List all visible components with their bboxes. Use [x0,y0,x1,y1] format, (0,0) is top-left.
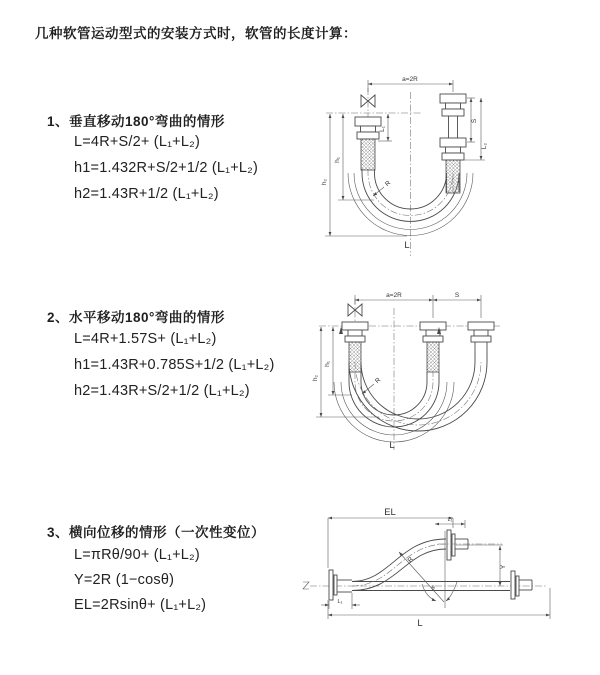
centerline-break-mark [303,582,309,589]
diagram-horizontal-180-bend [305,282,600,462]
formula-h1: h1=1.43R+0.785S+1/2 (L₁+L₂) [74,357,275,373]
braided-hose-section [349,342,361,372]
diagram-vertical-180-bend [310,70,600,265]
dim-label-el: EL [384,507,396,518]
section-3-heading: 3、横向位移的情形（一次性变位） [47,525,266,540]
dim-label-width: a=2R [402,76,418,83]
length-label: L [404,240,410,251]
page-title: 几种软管运动型式的安装方式时，软管的长度计算： [35,26,357,41]
dim-label-l1-top: L₁ [447,517,453,523]
formula-el: EL=2Rsinθ+ (L₁+L₂) [74,597,207,613]
dim-label-h1: h₁ [324,361,331,367]
section-2-heading: 2、水平移动180°弯曲的情形 [47,310,225,325]
dim-label-y: Y [500,564,507,570]
angle-label: θ [431,586,435,592]
section-1-heading: 1、垂直移动180°弯曲的情形 [47,114,225,129]
formula-h1: h1=1.432R+S/2+1/2 (L₁+L₂) [74,160,259,176]
length-label: L [389,440,395,451]
dim-label-h2: h₂ [312,374,319,382]
dim-label-width: a=2R [386,292,402,299]
braided-hose-section [427,342,439,372]
dim-label-h2: h₂ [321,178,328,186]
formula-length: L=4R+1.57S+ (L₁+L₂) [74,331,217,347]
dim-label-s: S [454,292,460,299]
braided-hose-section [361,139,375,170]
formula-length: L=4R+S/2+ (L₁+L₂) [74,134,200,150]
dim-label-l1-bottom: L₁ [337,599,343,605]
formula-length: L=πRθ/90+ (L₁+L₂) [74,547,200,563]
formula-h2: h2=1.43R+S/2+1/2 (L₁+L₂) [74,383,250,399]
diagram-lateral-displacement [298,498,600,646]
formula-y: Y=2R (1−cosθ) [74,572,175,588]
dim-label-s: S [471,118,478,124]
dim-label-h1: h₁ [334,157,341,163]
braided-hose-section [446,160,460,193]
radius-label: R [406,555,416,565]
radius-label: R [383,179,393,189]
formula-h2: h2=1.43R+1/2 (L₁+L₂) [74,186,219,202]
length-label: L [417,618,423,629]
dim-label-l2: L₂ [481,142,488,150]
radius-label: R [373,376,383,386]
dim-label-l1: L₁ [379,126,386,132]
